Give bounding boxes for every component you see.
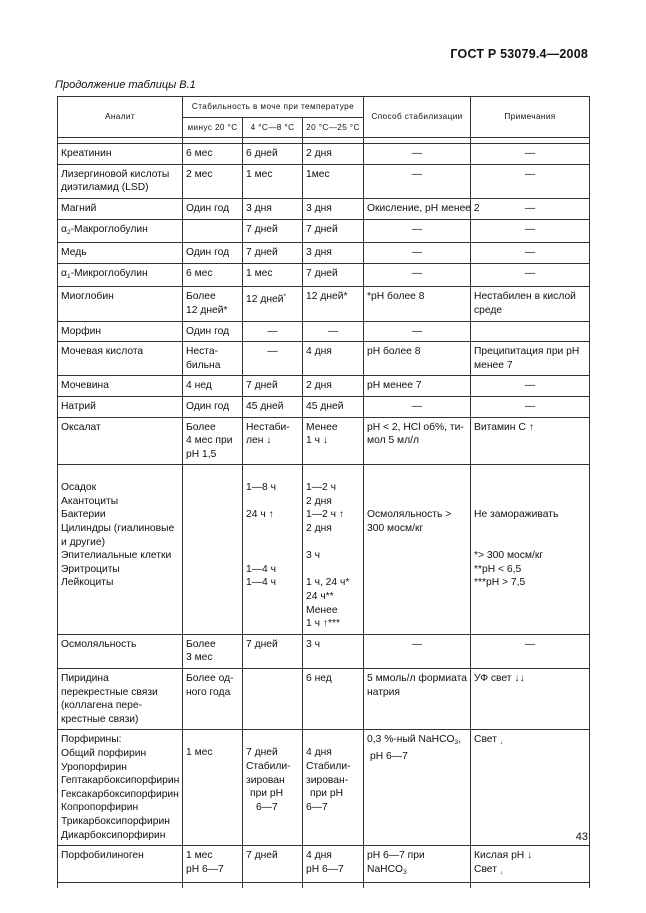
cell-20-25 (303, 730, 364, 846)
header-20-25: 20 °С—25 °С (303, 117, 364, 138)
cell-analyte: Осмоляльность (58, 634, 183, 668)
cell-20-25: 7 дней (303, 219, 364, 243)
cell-method: — (364, 396, 471, 417)
cell-minus20: Один год (183, 321, 243, 342)
cell-analyte: Креатинин (58, 144, 183, 165)
notes-line: **рН < 6,5 (474, 563, 522, 575)
cell-minus20 (183, 342, 243, 376)
cell-notes (471, 321, 590, 342)
notes-line: ***рН > 7,5 (474, 577, 526, 589)
value-line: 3 мес (186, 652, 213, 664)
alpha-symbol: α (61, 223, 67, 235)
cell-analyte: Натрий (58, 396, 183, 417)
value-line: 1—8 ч (246, 482, 276, 494)
analyte-line: диэтиламид (LSD) (61, 182, 149, 194)
cell-minus20: Один год (183, 396, 243, 417)
down-arrow-icon: ↓ (499, 739, 504, 747)
cell-20-25 (303, 417, 364, 465)
analyte-line: Общий порфирин (61, 747, 147, 759)
cell-4-8: 1 мес (243, 164, 303, 198)
notes-text: Свет (474, 863, 497, 875)
table-row (58, 634, 590, 668)
cell-method: 5 ммоль/л формиата натрия (364, 669, 471, 730)
value-line: при рН (250, 788, 284, 800)
value-line: 12 дней* (186, 304, 228, 316)
value-line: 1 мес (186, 850, 213, 862)
cell-20-25: 7 дней (303, 263, 364, 287)
spacer (306, 536, 360, 550)
cell-minus20: 1 мес (183, 730, 243, 846)
value-line: Стабили- (306, 760, 351, 772)
cell-notes: — (471, 164, 590, 198)
cell-analyte (58, 730, 183, 846)
cell-4-8: 6 дней (243, 144, 303, 165)
analyte-line: Цилиндры (гиалиновые и другие) (61, 523, 175, 548)
analyte-line: Копропорфирин (61, 802, 139, 814)
cell-notes (471, 730, 590, 846)
cell-minus20: Один год (183, 243, 243, 264)
cell-20-25: 2 дня (303, 144, 364, 165)
table-row (58, 669, 590, 730)
value-line: 1—2 ч (306, 482, 336, 494)
formula-subscript: 3 (403, 868, 407, 876)
value-line: 1 ч ↑*** (306, 618, 340, 630)
value-line: 6—7 (306, 801, 328, 813)
header-4-8: 4 °С—8 °С (243, 117, 303, 138)
cell-minus20 (183, 417, 243, 465)
value-line: при рН (310, 788, 344, 800)
cell-analyte: Мочевина (58, 376, 183, 397)
analyte-line: Лейкоциты (61, 577, 114, 589)
table-row (58, 263, 590, 287)
cell-notes (471, 846, 590, 883)
value-line: 24 ч** (306, 591, 334, 603)
cell-20-25: — (303, 321, 364, 342)
spacer (246, 549, 299, 563)
analyte-line: Гептакарбоксипорфирин (61, 775, 180, 787)
header-analyte: Аналит (58, 97, 183, 138)
cell-method (364, 846, 471, 883)
value-line: Неста- (186, 346, 219, 358)
table-row (58, 730, 590, 846)
value-line: 7 дней (246, 747, 278, 759)
alpha-symbol: α (61, 267, 67, 279)
cell-minus20: 6 мес (183, 263, 243, 287)
cell-analyte: Оксалат (58, 417, 183, 465)
cell-20-25: 4 дня (303, 342, 364, 376)
analyte-name: -Макроглобулин (70, 223, 148, 235)
value-line: 4 мес при (186, 435, 233, 447)
cell-method: рН более 8 (364, 342, 471, 376)
cell-4-8 (243, 287, 303, 321)
analyte-stability-table (57, 96, 590, 888)
value-line: Более (186, 421, 216, 433)
cell-method: — (364, 634, 471, 668)
cell-20-25 (303, 846, 364, 883)
cell-analyte (58, 219, 183, 243)
value-line: Стабили- (246, 760, 291, 772)
cell-method (364, 730, 471, 846)
cell-minus20 (183, 846, 243, 883)
cell-20-25: 1мес (303, 164, 364, 198)
table-row (58, 396, 590, 417)
analyte-line: Уропорфирин (61, 761, 127, 773)
cell-analyte: Порфобилиноген (58, 846, 183, 883)
cell-analyte: Магний (58, 198, 183, 219)
cell-analyte: Мочевая кислота (58, 342, 183, 376)
cell-20-25: 3 ч (303, 634, 364, 668)
value-line: Более (186, 638, 216, 650)
cell-4-8: — (243, 342, 303, 376)
cell-4-8 (243, 730, 303, 846)
header-method: Способ стабилизации (364, 97, 471, 138)
analyte-line: Дикарбоксипорфирин (61, 829, 166, 841)
page-number: 43 (575, 831, 588, 843)
cell-4-8: — (243, 321, 303, 342)
cell-4-8: 3 дня (243, 198, 303, 219)
value-line: Менее (306, 604, 338, 616)
cell-4-8: 7 дней (243, 634, 303, 668)
cell-minus20 (183, 465, 243, 635)
value-line: 1—2 ч ↑ (306, 509, 344, 521)
value-line: 1 ч, 24 ч* (306, 577, 350, 589)
cell-20-25: 12 дней* (303, 287, 364, 321)
cell-analyte: Морфин (58, 321, 183, 342)
cell-4-8: 7 дней (243, 219, 303, 243)
table-row (58, 846, 590, 883)
cell-notes: — (471, 144, 590, 165)
cell-20-25 (303, 465, 364, 635)
notes-line: *> 300 мосм/кг (474, 550, 544, 562)
cell-method: Окисление, рН менее 2 (364, 198, 471, 219)
method-text: 0,3 %-ный NaHCO (367, 734, 455, 746)
cell-method: — (364, 219, 471, 243)
alpha-subscript: 1 (66, 272, 71, 280)
cell-notes (471, 465, 590, 635)
gap-row (58, 883, 590, 889)
value-text: 12 дней (246, 294, 284, 306)
cell-notes: Преципитация при рН менее 7 (471, 342, 590, 376)
value-line: лен ↓ (246, 435, 272, 447)
formula-subscript: 3 (454, 739, 459, 747)
cell-notes: — (471, 243, 590, 264)
value-line: 2 дня (306, 495, 332, 507)
analyte-line: Эритроциты (61, 563, 120, 575)
alpha-subscript: 2 (66, 228, 71, 236)
notes-text: Свет (474, 734, 497, 746)
cell-4-8 (243, 669, 303, 730)
cell-method: рН < 2, HCl об%, ти-мол 5 мл/л (364, 417, 471, 465)
value-line: зирован- (306, 774, 349, 786)
method-line (367, 863, 467, 880)
cell-analyte: Миоглобин (58, 287, 183, 321)
cell-20-25: 6 нед (303, 669, 364, 730)
cell-4-8: 1 мес (243, 263, 303, 287)
header-minus20: минус 20 °С (183, 117, 243, 138)
cell-minus20: 4 нед (183, 376, 243, 397)
standard-designation: ГОСТ Р 53079.4—2008 (450, 47, 588, 61)
cell-4-8: 7 дней (243, 376, 303, 397)
table-row (58, 465, 590, 635)
method-line: рН 6—7 при (367, 850, 425, 862)
value-line: 4 дня (306, 850, 332, 862)
cell-notes: УФ свет ↓↓ (471, 669, 590, 730)
analyte-name: -Микроглобулин (70, 267, 148, 279)
table-row (58, 417, 590, 465)
spacer (246, 536, 299, 550)
spacer (246, 495, 299, 509)
cell-method: Осмоляльность > 300 мосм/кг (364, 465, 471, 635)
value-line: зирован (246, 774, 285, 786)
cell-analyte: Пиридина перекрестные связи (коллагена пере-крестные связи) (58, 669, 183, 730)
cell-20-25: 3 дня (303, 198, 364, 219)
analyte-line: Бактерии (61, 509, 106, 521)
spacer (474, 522, 586, 536)
cell-notes: — (471, 376, 590, 397)
value-line: Нестаби- (246, 421, 290, 433)
method-text: NaHCO (367, 863, 404, 875)
cell-method: — (364, 321, 471, 342)
notes-line (474, 863, 586, 880)
cell-analyte (58, 164, 183, 198)
cell-minus20 (183, 219, 243, 243)
cell-20-25: 45 дней (303, 396, 364, 417)
cell-notes: — (471, 263, 590, 287)
notes-line: Кислая рН ↓ (474, 850, 533, 862)
table-row (58, 144, 590, 165)
method-comma: , (458, 734, 462, 746)
cell-analyte (58, 263, 183, 287)
cell-notes: — (471, 219, 590, 243)
value-line: 2 дня (306, 523, 332, 535)
footnote-mark: * (283, 293, 287, 301)
analyte-line: Гексакарбоксипорфирин (61, 788, 179, 800)
analyte-line: Трикарбоксипорфирин (61, 815, 170, 827)
header-notes: Примечания (471, 97, 590, 138)
value-line: рН 6—7 (306, 863, 344, 875)
cell-method: — (364, 144, 471, 165)
spacer (474, 535, 586, 549)
method-line (367, 733, 467, 750)
cell-minus20: 6 мес (183, 144, 243, 165)
table-row (58, 243, 590, 264)
cell-minus20: Более од-ного года (183, 669, 243, 730)
table-row (58, 287, 590, 321)
analyte-line: Лизергиновой кислоты (61, 168, 170, 180)
down-arrow-icon: ↓ (499, 868, 504, 876)
table-row (58, 342, 590, 376)
table-caption: Продолжение таблицы В.1 (55, 79, 196, 91)
method-line: рН 6—7 (370, 750, 408, 762)
value-line: 6—7 (256, 801, 278, 813)
cell-4-8: 7 дней (243, 243, 303, 264)
spacer (306, 563, 360, 577)
analyte-line: Осадок (61, 482, 97, 494)
analyte-line: Эпителиальные клетки (61, 550, 172, 562)
header-row-1 (58, 97, 590, 118)
cell-notes: — (471, 198, 590, 219)
cell-notes: — (471, 634, 590, 668)
value-line: 1—4 ч (246, 577, 276, 589)
value-line: бильна (186, 359, 221, 371)
table-row (58, 376, 590, 397)
cell-method: *рН более 8 (364, 287, 471, 321)
value-line: Более (186, 291, 216, 303)
table-row (58, 321, 590, 342)
analyte-line: Порфирины: (61, 734, 122, 746)
table-row (58, 164, 590, 198)
notes-line: Не замораживать (474, 509, 559, 521)
cell-method: рН менее 7 (364, 376, 471, 397)
cell-minus20: Один год (183, 198, 243, 219)
cell-4-8 (243, 465, 303, 635)
cell-4-8: 7 дней (243, 846, 303, 883)
value-line: Менее (306, 421, 338, 433)
cell-analyte (58, 465, 183, 635)
table-row (58, 198, 590, 219)
value-line: 1 ч ↓ (306, 435, 328, 447)
value-line: 3 ч (306, 550, 320, 562)
value-line: рН 6—7 (186, 863, 224, 875)
cell-4-8: 45 дней (243, 396, 303, 417)
cell-minus20 (183, 287, 243, 321)
cell-notes: Нестабилен в кислой среде (471, 287, 590, 321)
cell-method: — (364, 263, 471, 287)
value-line: рН 1,5 (186, 448, 217, 460)
cell-minus20 (183, 634, 243, 668)
cell-notes: — (471, 396, 590, 417)
cell-method: — (364, 164, 471, 198)
analyte-line: Акантоциты (61, 495, 119, 507)
value-line: 1—4 ч (246, 563, 276, 575)
spacer (246, 522, 299, 536)
value-line: 4 дня (306, 747, 332, 759)
header-stability: Стабильность в моче при температуре (183, 97, 364, 118)
cell-20-25: 3 дня (303, 243, 364, 264)
cell-20-25: 2 дня (303, 376, 364, 397)
cell-4-8 (243, 417, 303, 465)
cell-notes: Витамин С ↑ (471, 417, 590, 465)
value-line: 24 ч ↑ (246, 509, 274, 521)
cell-method: — (364, 243, 471, 264)
cell-analyte: Медь (58, 243, 183, 264)
cell-minus20: 2 мес (183, 164, 243, 198)
table-row (58, 219, 590, 243)
